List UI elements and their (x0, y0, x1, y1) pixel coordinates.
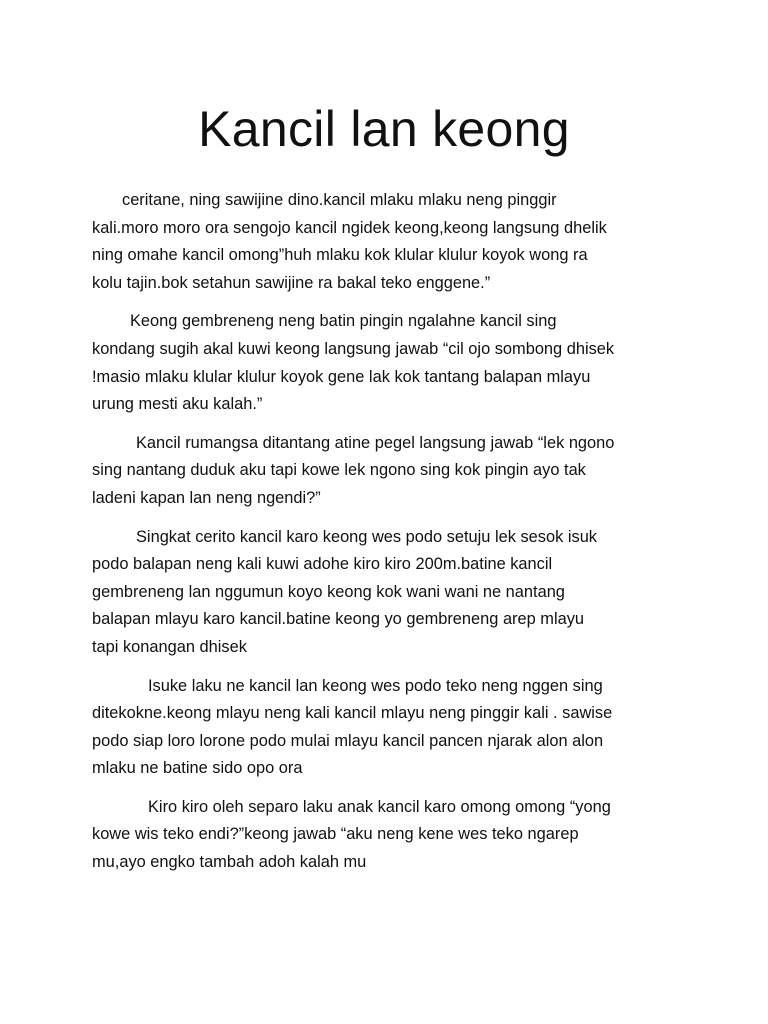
paragraph-line: podo balapan neng kali kuwi adohe kiro kiro 200m.batine kancil (92, 555, 553, 574)
paragraph (92, 673, 692, 783)
paragraph-line: !masio mlaku klular klulur koyok gene lak kok tantang balapan mlayu (92, 367, 591, 386)
paragraph-line: ning omahe kancil omong”huh mlaku kok klular klulur koyok wong ra (92, 246, 588, 265)
paragraph-line: kali.moro moro ora sengojo kancil ngidek keong,keong langsung dhelik (92, 218, 607, 237)
paragraph-line: ditekokne.keong mlayu neng kali kancil mlayu neng pinggir kali . sawise (92, 704, 613, 723)
document-title: Kancil lan keong (198, 101, 570, 157)
paragraph-line: Kancil rumangsa ditantang atine pegel langsung jawab “lek ngono (136, 433, 615, 452)
paragraph-line: kolu tajin.bok setahun sawijine ra bakal teko enggene.” (92, 273, 491, 292)
paragraph-line: balapan mlayu karo kancil.batine keong yo gembreneng arep mlayu (92, 610, 585, 629)
paragraph-line: kowe wis teko endi?”keong jawab “aku neng kene wes teko ngarep (92, 825, 579, 844)
paragraph-line: tapi konangan dhisek (92, 637, 247, 656)
document-body (92, 187, 692, 888)
paragraph-line: sing nantang duduk aku tapi kowe lek ngono sing kok pingin ayo tak (92, 461, 586, 480)
paragraph (92, 308, 692, 418)
paragraph-line: ceritane, ning sawijine dino.kancil mlaku mlaku neng pinggir (122, 191, 557, 209)
paragraph (92, 187, 692, 297)
paragraph-line: Isuke laku ne kancil lan keong wes podo teko neng nggen sing (148, 676, 603, 695)
paragraph (92, 794, 692, 877)
paragraph-line: urung mesti aku kalah.” (92, 395, 263, 414)
paragraph-line: Keong gembreneng neng batin pingin ngalahne kancil sing (130, 312, 557, 331)
paragraph-line: Kiro kiro oleh separo laku anak kancil karo omong omong “yong (148, 797, 611, 816)
paragraph-line: gembreneng lan nggumun koyo keong kok wani wani ne nantang (92, 582, 565, 601)
paragraph-line: mu,ayo engko tambah adoh kalah mu (92, 853, 367, 872)
paragraph-line: mlaku ne batine sido opo ora (92, 759, 303, 778)
paragraph-line: podo siap loro lorone podo mulai mlayu kancil pancen njarak alon alon (92, 731, 604, 750)
paragraph (92, 430, 692, 513)
paragraph-line: Singkat cerito kancil karo keong wes podo setuju lek sesok isuk (136, 527, 598, 546)
paragraph-line: ladeni kapan lan neng ngendi?” (92, 488, 321, 507)
paragraph (92, 524, 692, 662)
paragraph-line: kondang sugih akal kuwi keong langsung jawab “cil ojo sombong dhisek (92, 339, 615, 358)
